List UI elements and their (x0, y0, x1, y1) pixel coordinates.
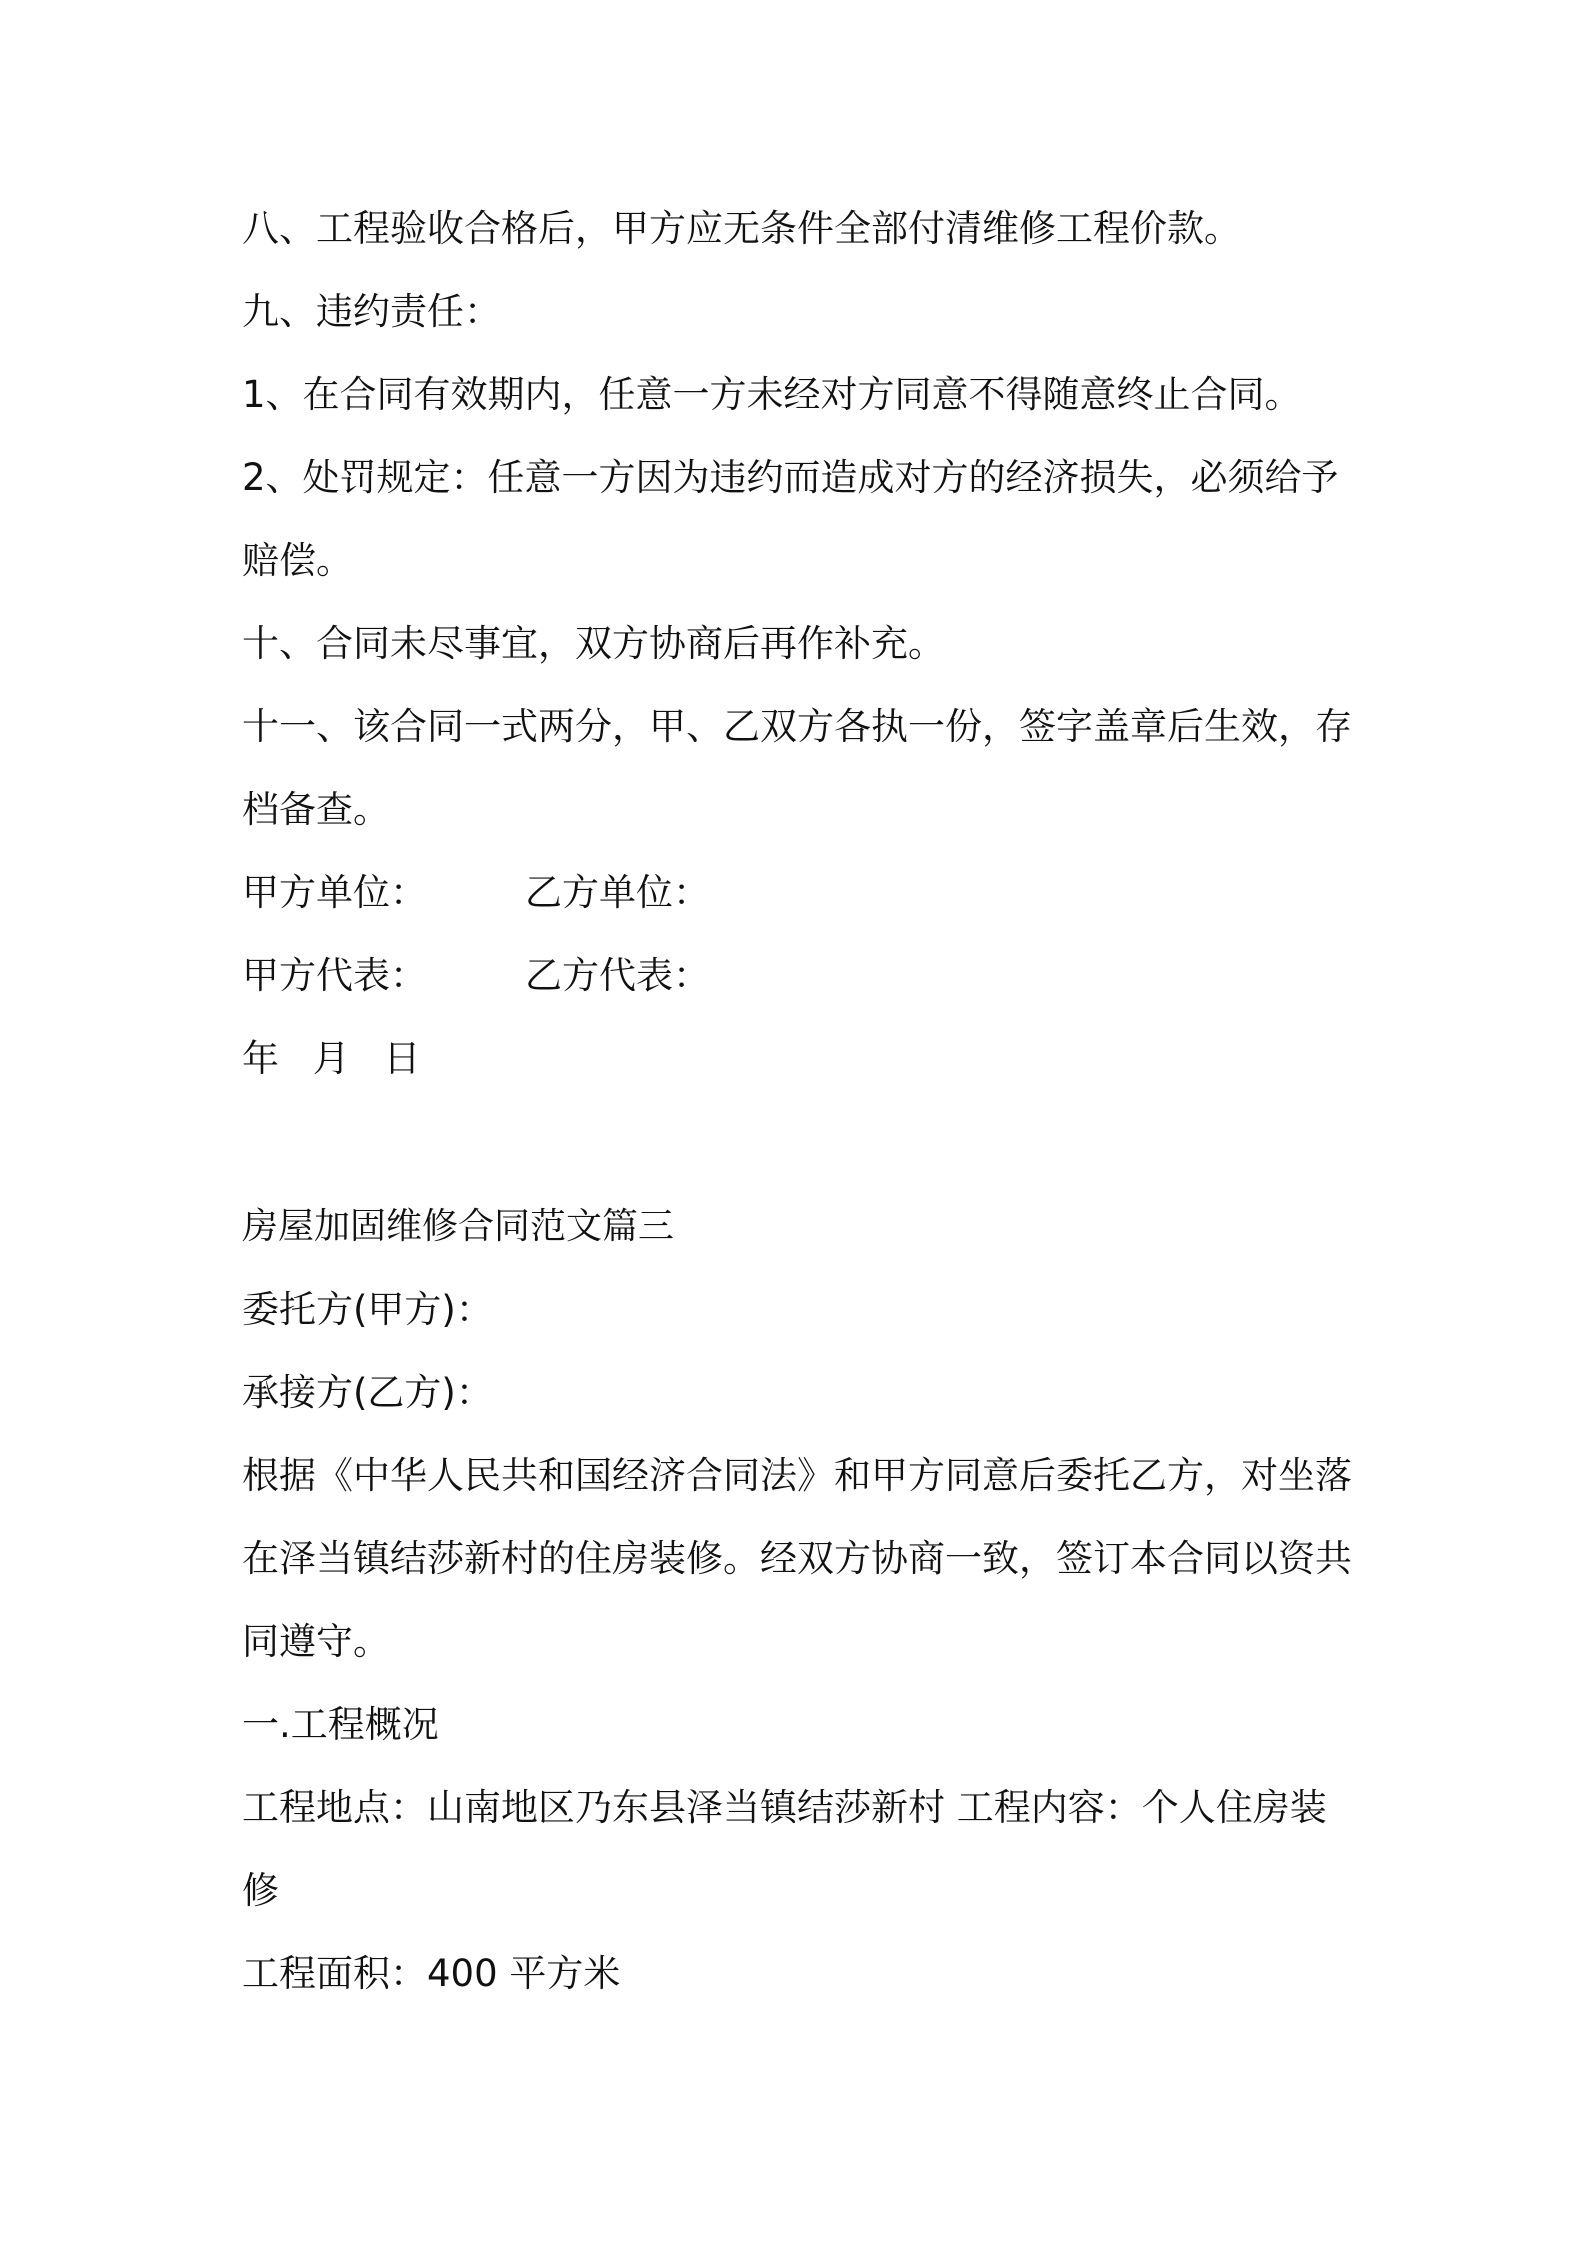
clause-9-heading: 九、违约责任： (242, 290, 501, 333)
signature-date-row (242, 1035, 443, 1083)
party-a-unit-label: 甲方单位： (242, 871, 427, 914)
intro-line-1: 根据《中华人民共和国经济合同法》和甲方同意后委托乙方，对坐落 (242, 1454, 1352, 1497)
party-b-rep-label: 乙方代表： (525, 954, 710, 997)
overview-heading: 一.工程概况 (242, 1703, 439, 1746)
party-a-rep-label: 甲方代表： (242, 954, 427, 997)
clause-11-line-1: 十一、该合同一式两分，甲、乙双方各执一份，签字盖章后生效，存 (242, 705, 1352, 748)
intro-line-2: 在泽当镇结莎新村的住房装修。经双方协商一致，签订本合同以资共 (242, 1537, 1352, 1580)
date-year: 年 (242, 1037, 279, 1080)
project-area: 工程面积：400 平方米 (242, 1952, 621, 1995)
clause-9-item-2-line-1: 2、处罚规定：任意一方因为违约而造成对方的经济损失，必须给予 (242, 456, 1339, 499)
signature-unit-row (242, 869, 710, 917)
clause-9-item-2-line-2: 赔偿。 (242, 539, 353, 582)
clause-8: 八、工程验收合格后，甲方应无条件全部付清维修工程价款。 (242, 207, 1241, 250)
location-line-2: 修 (242, 1869, 279, 1912)
clause-11-line-2: 档备查。 (242, 788, 390, 831)
signature-rep-row (242, 952, 710, 1000)
clause-9-item-1: 1、在合同有效期内，任意一方未经对方同意不得随意终止合同。 (242, 373, 1302, 416)
party-b-unit-label: 乙方单位： (525, 871, 710, 914)
clause-10: 十、合同未尽事宜，双方协商后再作补充。 (242, 622, 945, 665)
contractor-party-label: 承接方(乙方)： (242, 1371, 493, 1414)
intro-line-3: 同遵守。 (242, 1620, 390, 1663)
client-party-label: 委托方(甲方)： (242, 1288, 493, 1331)
section-3-title: 房屋加固维修合同范文篇三 (242, 1206, 675, 1247)
date-day: 日 (383, 1037, 421, 1080)
location-line-1: 工程地点：山南地区乃东县泽当镇结莎新村 工程内容：个人住房装 (242, 1786, 1327, 1829)
date-month: 月 (312, 1037, 350, 1080)
